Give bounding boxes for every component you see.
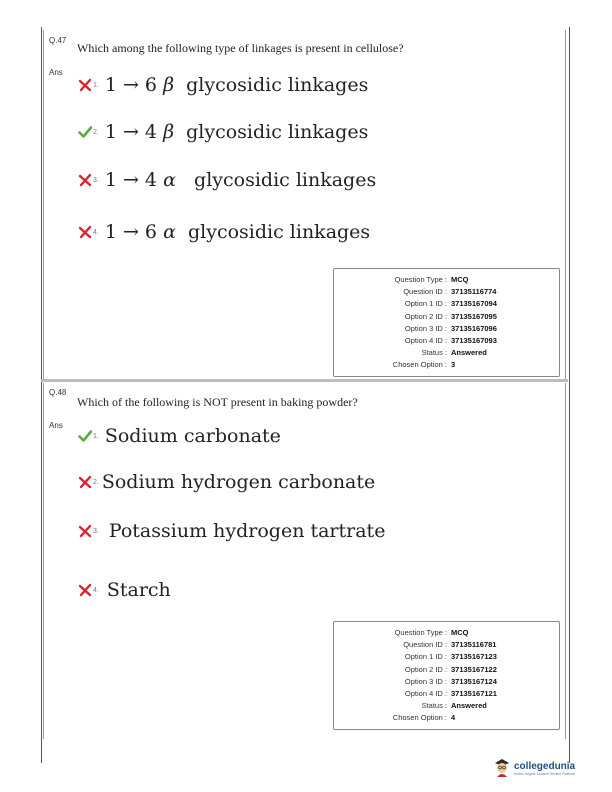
option-1 <box>78 425 281 447</box>
info-row: Option 3 ID : 37135167096 <box>404 323 497 333</box>
check-icon <box>78 429 92 443</box>
option-number: 2. <box>93 128 99 136</box>
option-1 <box>78 74 368 96</box>
option-number: 4. <box>93 586 99 594</box>
info-row: Question ID : 37135116781 <box>403 640 497 650</box>
cross-icon <box>78 173 92 187</box>
option-3 <box>78 169 376 191</box>
rule <box>565 383 566 739</box>
question-info-box <box>333 268 560 377</box>
logo-text <box>514 762 575 777</box>
rule <box>565 30 566 379</box>
question-text: Which of the following is NOT present in baking powder? <box>77 395 358 409</box>
info-row: Question Type : MCQ <box>394 628 469 637</box>
info-row: Chosen Option : 4 <box>392 713 456 723</box>
question-text: Which among the following type of linkages is present in cellulose? <box>77 41 404 55</box>
info-row: Status : Answered <box>421 701 487 711</box>
info-row: Option 1 ID : 37135167123 <box>404 652 497 662</box>
option-text: Starch <box>106 579 171 601</box>
info-row: Chosen Option : 3 <box>392 360 456 370</box>
info-row: Option 2 ID : 37135167095 <box>404 311 497 321</box>
option-number: 3. <box>93 176 99 184</box>
option-text: 1 → 4 β glycosidic linkages <box>104 121 369 143</box>
question-number: Q.48 <box>49 388 67 397</box>
option-4 <box>78 579 171 601</box>
answer-label: Ans <box>49 421 63 430</box>
option-number: 2. <box>93 478 99 486</box>
rule <box>43 30 44 379</box>
option-text: Sodium carbonate <box>104 425 281 447</box>
option-text: 1 → 4 α glycosidic linkages <box>104 169 377 191</box>
option-2 <box>78 121 368 143</box>
info-row: Option 1 ID : 37135167094 <box>404 299 497 309</box>
cross-icon <box>78 225 92 239</box>
question-number: Q.47 <box>49 36 67 45</box>
option-number: 3. <box>93 527 99 535</box>
mascot-icon <box>493 757 511 782</box>
logo-tagline: India's largest Student Review Platform <box>514 772 575 776</box>
collegedunia-logo[interactable] <box>493 757 575 782</box>
question-block-48 <box>41 383 568 739</box>
info-row: Question Type : MCQ <box>394 275 469 284</box>
info-row: Option 4 ID : 37135167093 <box>404 336 497 346</box>
option-3 <box>78 520 385 542</box>
option-number: 1. <box>93 81 99 89</box>
info-row: Status : Answered <box>421 348 487 358</box>
rule <box>43 383 44 739</box>
cross-icon <box>78 524 92 538</box>
logo-name: collegedunia <box>514 761 576 772</box>
option-text: 1 → 6 α glycosidic linkages <box>104 221 371 243</box>
question-info-box <box>333 621 560 730</box>
info-row: Option 2 ID : 37135167122 <box>404 664 497 674</box>
cross-icon <box>78 583 92 597</box>
option-number: 4. <box>93 228 99 236</box>
check-icon <box>78 125 92 139</box>
option-number: 1. <box>93 432 99 440</box>
question-separator <box>41 379 568 382</box>
option-text: 1 → 6 β glycosidic linkages <box>104 74 369 96</box>
option-4 <box>78 221 370 243</box>
info-row: Option 4 ID : 37135167121 <box>404 689 497 699</box>
question-block-47 <box>41 30 568 379</box>
answer-label: Ans <box>49 68 63 77</box>
info-row: Option 3 ID : 37135167124 <box>404 676 497 686</box>
option-text: Sodium hydrogen carbonate <box>101 471 376 493</box>
option-2 <box>78 471 375 493</box>
cross-icon <box>78 475 92 489</box>
info-row: Question ID : 37135116774 <box>403 287 497 297</box>
cross-icon <box>78 78 92 92</box>
option-text: Potassium hydrogen tartrate <box>108 520 386 542</box>
